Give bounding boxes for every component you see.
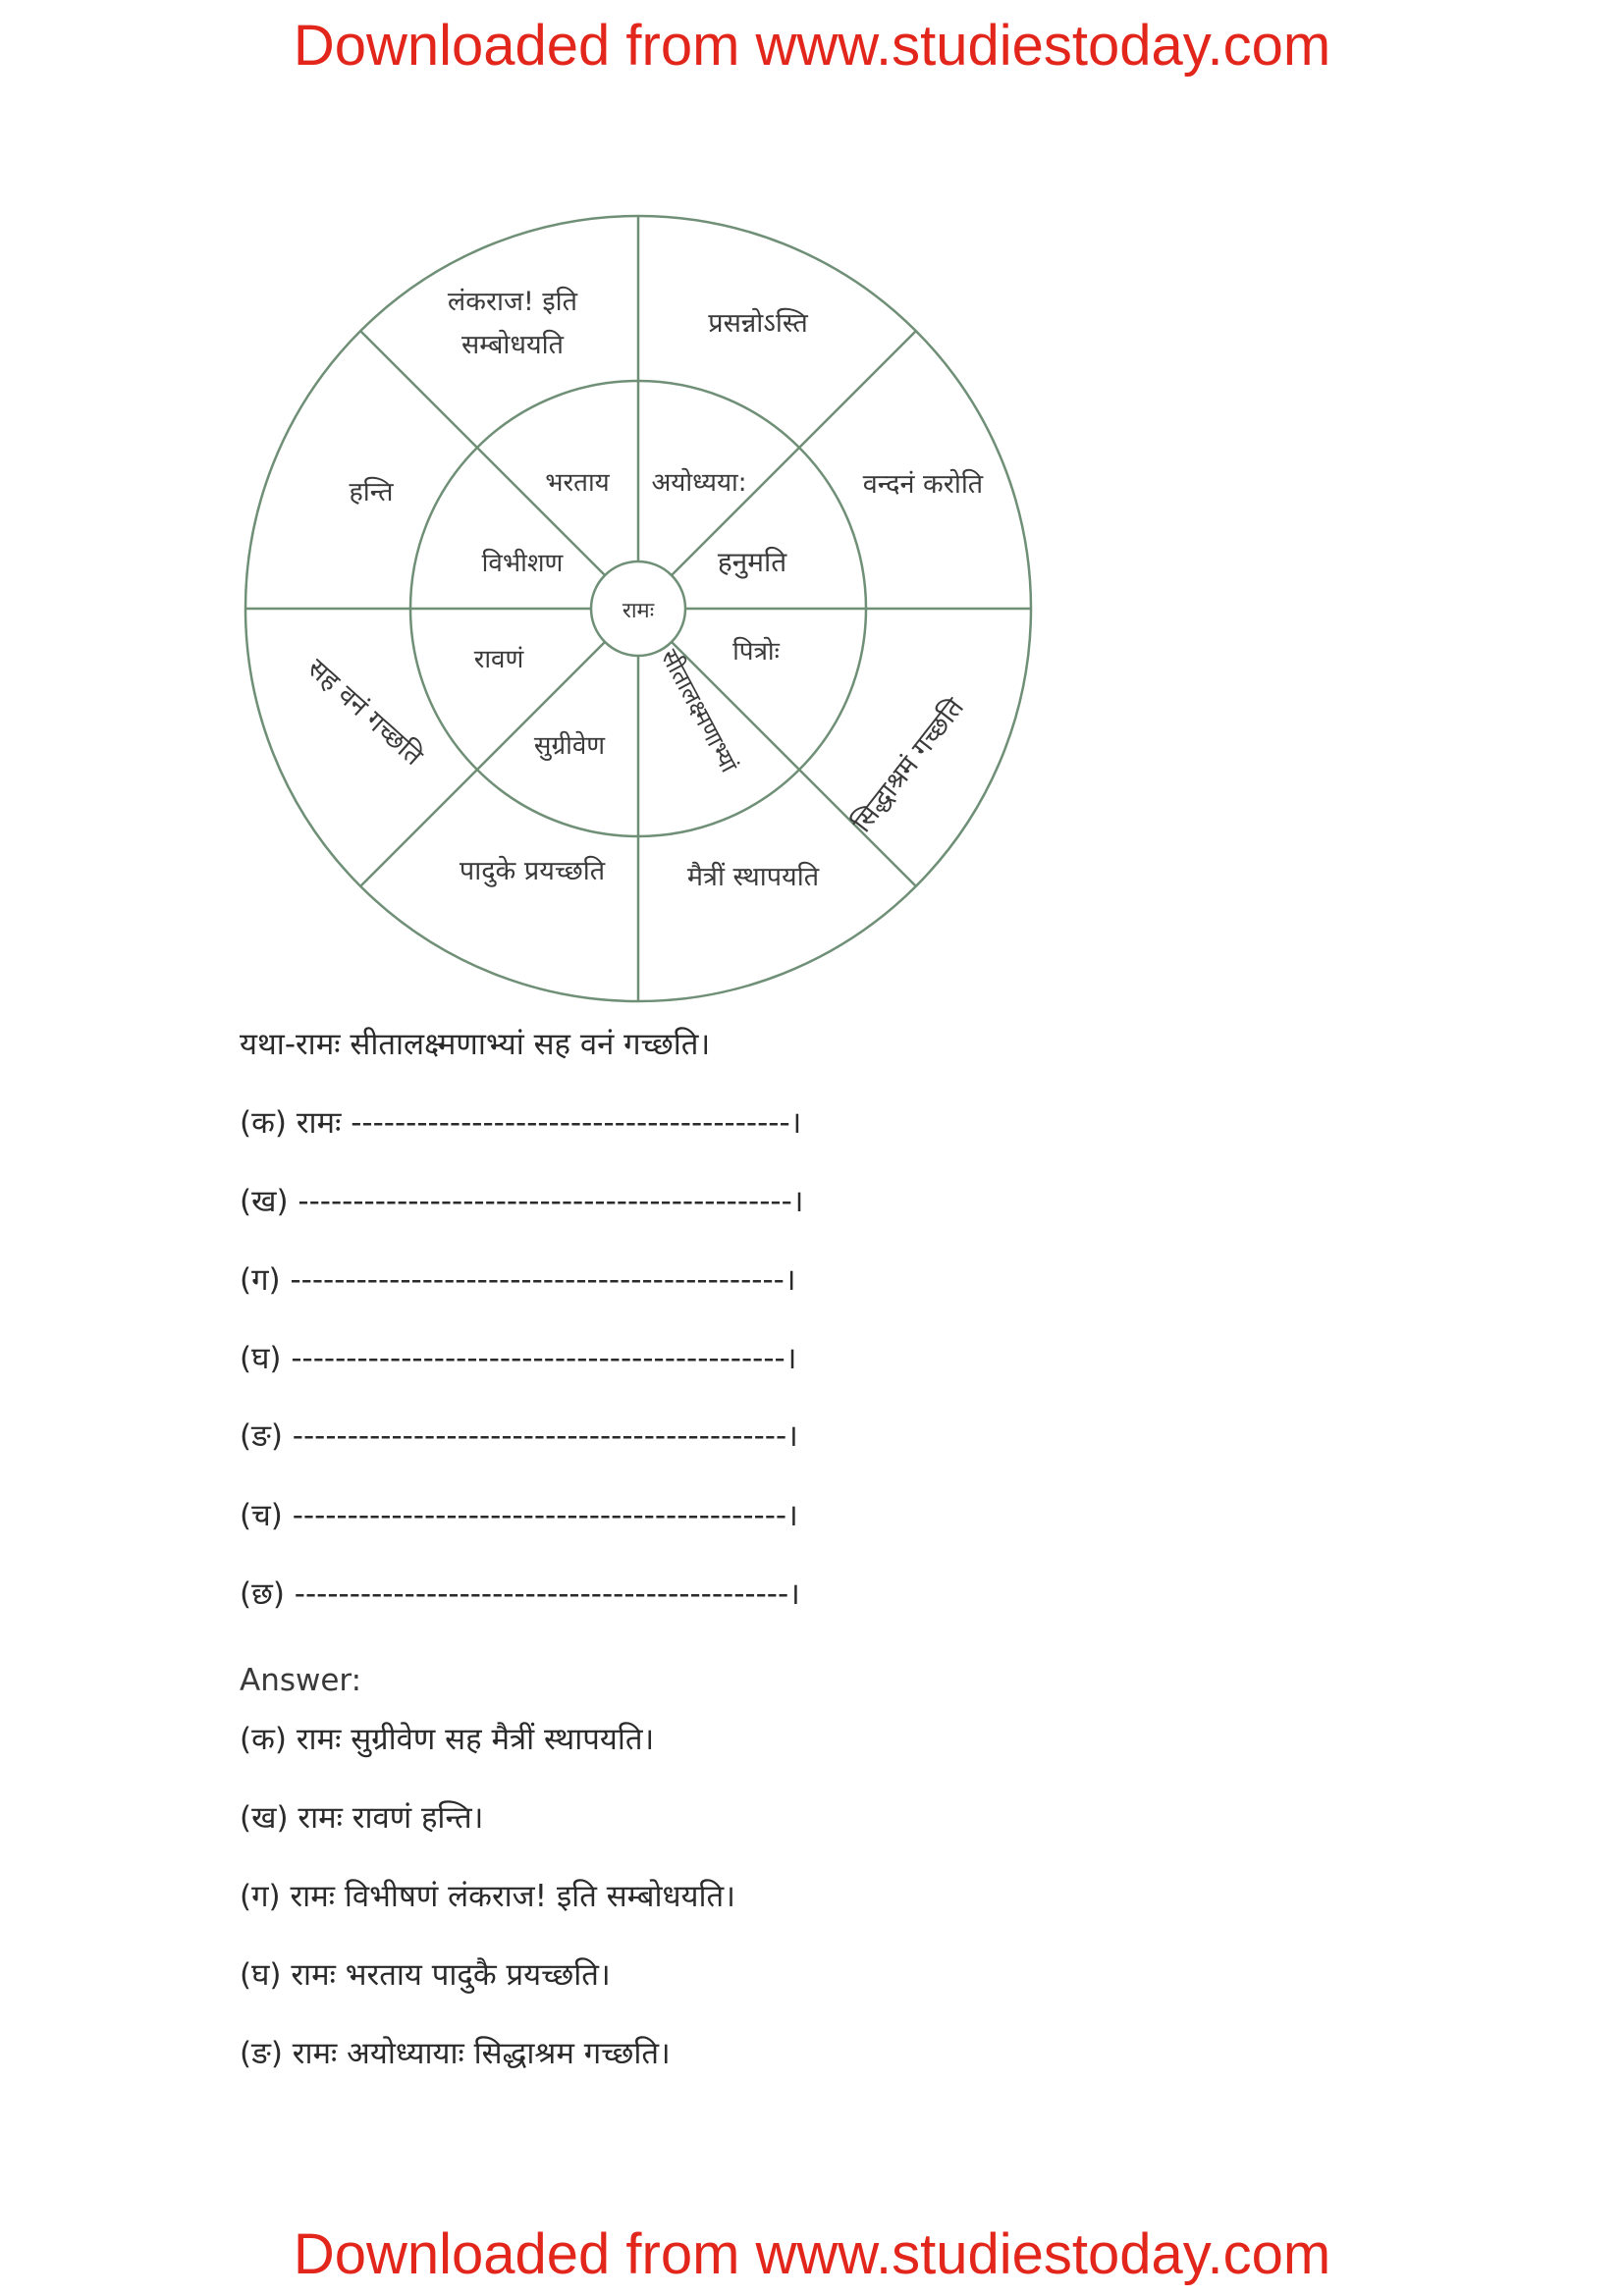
inner-word-6: सुग्रीवेण: [533, 731, 606, 761]
example-sentence: यथा-रामः सीतालक्ष्मणाभ्यां सह वनं गच्छति।: [240, 1027, 711, 1062]
blank-line-chha: (छ) ---------------------------------------------।: [240, 1576, 800, 1612]
outer-phrase-6: पादुके प्रयच्छति: [459, 856, 606, 886]
blank-line-ga: (ग) ---------------------------------------------।: [240, 1262, 796, 1298]
blank-line-nga: (ङ) ---------------------------------------------।: [240, 1418, 798, 1454]
outer-phrase-3: वन्दनं करोति: [862, 469, 984, 500]
inner-word-4: पित्रोः: [732, 637, 780, 667]
blank-line-kha: (ख) ---------------------------------------------।: [240, 1184, 804, 1219]
answer-heading: Answer:: [240, 1663, 362, 1698]
answer-ka: (क) रामः सुग्रीवेण सह मैत्रीं स्थापयति।: [240, 1722, 655, 1757]
inner-word-8: विभीशण: [481, 549, 564, 578]
header-banner[interactable]: Downloaded from www.studiestoday.com: [293, 14, 1331, 78]
answer-ga: (ग) रामः विभीषणं लंकराज! इति सम्बोधयति।: [240, 1879, 735, 1914]
word-wheel-diagram: [236, 206, 1041, 1011]
outer-phrase-2: प्रसन्नोऽस्ति: [708, 308, 808, 339]
wheel-center-label: रामः: [622, 599, 655, 623]
answer-kha: (ख) रामः रावणं हन्ति।: [240, 1800, 484, 1836]
blank-line-gha: (घ) ---------------------------------------------।: [240, 1341, 797, 1376]
inner-word-1: भरताय: [545, 468, 610, 498]
inner-word-7: रावणं: [473, 645, 524, 674]
blank-line-cha: (च) ---------------------------------------------।: [240, 1498, 798, 1533]
outer-phrase-5: मैत्रीं स्थापयति: [686, 862, 820, 892]
answer-gha: (घ) रामः भरताय पादुकै प्रयच्छति।: [240, 1957, 611, 1993]
outer-phrase-4: सिद्धाश्रमं गच्छति: [846, 692, 971, 838]
outer-phrase-1a: लंकराज! इति: [447, 287, 578, 317]
inner-word-2: अयोध्यया:: [651, 468, 747, 498]
outer-phrase-8: हन्ति: [349, 477, 394, 507]
inner-word-3: हनुमति: [717, 546, 787, 578]
inner-word-5: सीतालक्ष्मणाभ्यां: [655, 645, 743, 777]
footer-banner[interactable]: Downloaded from www.studiestoday.com: [293, 2222, 1331, 2286]
blank-line-ka: (क) रामः ----------------------------------------।: [240, 1105, 802, 1141]
outer-phrase-7: सह वनं गच्छति: [300, 653, 429, 773]
answer-nga: (ङ) रामः अयोध्यायाः सिद्धाश्रम गच्छति।: [240, 2036, 671, 2071]
outer-phrase-1b: सम्बोधयति: [460, 330, 565, 360]
